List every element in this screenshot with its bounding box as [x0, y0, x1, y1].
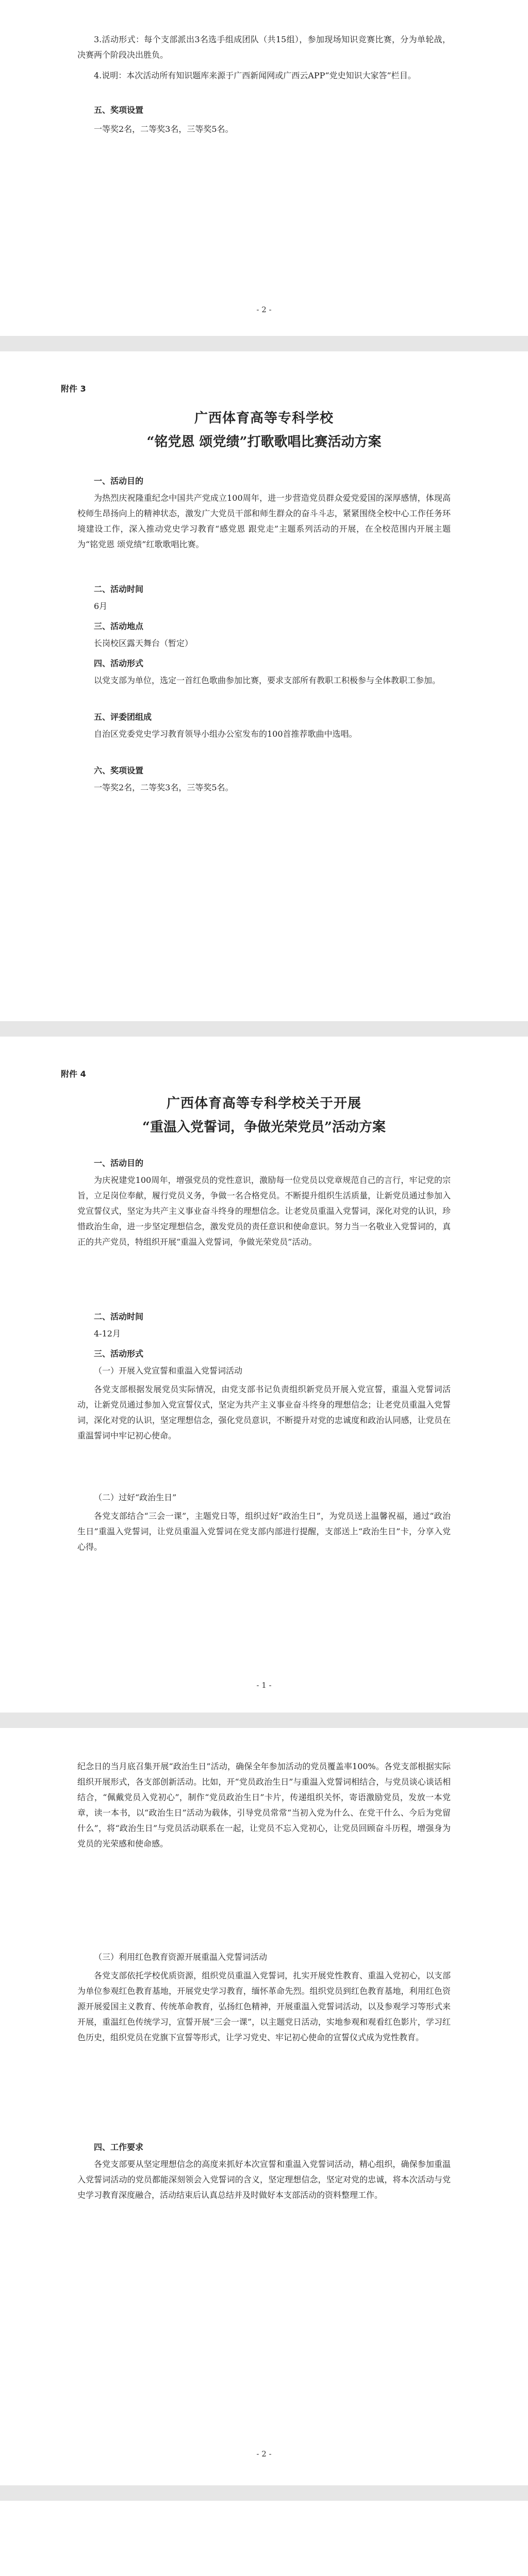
- document-subtitle: “重温入党誓词，争做光荣党员”活动方案: [142, 1120, 386, 1135]
- page-number: - 2 -: [256, 2449, 272, 2459]
- page-1: [0, 0, 528, 336]
- paragraph: 一等奖2名，二等奖3名，三等奖5名。: [94, 783, 234, 792]
- page-number: - 2 -: [256, 305, 272, 314]
- page-5: [0, 2501, 528, 2576]
- paragraph: 各党支部结合“三会一课”，主题党日等，组织过好“政治生日”，为党员送上温馨祝福，通过“政治生日”重温入党誓词，让党员重温入党誓词在党支部内部进行提醒，支部送上“政治生日”卡，分享入党心得。: [77, 1511, 451, 1552]
- annex-label: 附件 3: [61, 384, 86, 394]
- section-heading: 五、评委团组成: [94, 712, 152, 722]
- section-heading: 四、活动形式: [94, 658, 144, 668]
- section-heading: 三、活动地点: [94, 621, 144, 631]
- page-number: - 1 -: [256, 1681, 272, 1690]
- paragraph: 以党支部为单位，选定一首红色歌曲参加比赛，要求支部所有教职工积极参与全体教职工参加。: [94, 675, 441, 685]
- section-heading: 二、活动时间: [94, 1312, 144, 1321]
- paragraph: 各党支部根据发展党员实际情况，由党支部书记负责组织新党员开展入党宣誓，重温入党誓词活动，让新党员通过参加入党宣誓仪式，坚定为共产主义事业奋斗终身的理想信念；让老党员重温入党誓词，深化对党的认识，坚定理想信念，强化党员意识，不断提升对党的忠诚度和政治认同感，让党员在重温誓词中牢记初心使命。: [77, 1384, 451, 1440]
- paragraph: （二）过好“政治生日”: [94, 1493, 177, 1502]
- paragraph: 自治区党委党史学习教育领导小组办公室发布的100首推荐歌曲中选唱。: [94, 729, 357, 739]
- paragraph: 各党支部要从坚定理想信念的高度来抓好本次宣誓和重温入党誓词活动，精心组织，确保参加重温入党誓词活动的党员都能深刻领会入党誓词的含义，坚定理想信念，坚定对党的忠诚，将本次活动与党史学习教育深度融合，活动结束后认真总结并及时做好本支部活动的资料整理工作。: [77, 2159, 451, 2200]
- paragraph: 为热烈庆祝隆重纪念中国共产党成立100周年，进一步营造党员群众爱党爱国的深厚感情，体现高校师生昂扬向上的精神状态，激发广大党员干部和师生群众的奋斗斗志，紧紧围绕全校中心工作任务环境建设工作，深入推动党史学习教育“感党恩 跟党走”主题系列活动的开展，在全校范围内开展主题为“铭党恩 颂党绩”红歌歌唱比赛。: [77, 493, 451, 549]
- document-title: 广西体育高等专科学校关于开展: [166, 1096, 361, 1111]
- paragraph: 为庆祝建党100周年，增强党员的党性意识，激励每一位党员以党章规范自己的言行，牢记党的宗旨，立足岗位奉献，履行党员义务，争做一名合格党员。不断提升组织生活质量，让新党员通过参加入党宣誓仪式，坚定为共产主义事业奋斗终身的理想信念。让老党员重温入党誓词，深化对党的认识，珍惜政治生命，进一步坚定理想信念，激发党员的责任意识和使命意识。努力当一名敬业入党誓词的，真正的共产党员，特组织开展“重温入党誓词，争做光荣党员”活动。: [77, 1175, 451, 1247]
- section-heading: 一、活动目的: [94, 476, 144, 486]
- paragraph: 4.说明：本次活动所有知识题库来源于广西新闻网或广西云APP“党史知识大家答”栏目。: [94, 71, 416, 80]
- paragraph: 一等奖2名，二等奖3名，三等奖5名。: [94, 124, 234, 134]
- paragraph: 长岗校区露天舞台（暂定）: [94, 638, 193, 648]
- section-heading: 二、活动时间: [94, 584, 144, 594]
- paragraph: 3.活动形式：每个支部派出3名选手组成团队（共15组），参加现场知识竞赛比赛，分为单轮战，决赛两个阶段决出胜负。: [77, 35, 451, 60]
- paragraph: （三）利用红色教育资源开展重温入党誓词活动: [94, 1952, 268, 1962]
- paragraph: 6月: [94, 601, 108, 611]
- paragraph: 4-12月: [94, 1329, 121, 1338]
- section-heading: 三、活动形式: [94, 1349, 144, 1359]
- section-heading: 五、奖项设置: [94, 105, 144, 115]
- section-heading: 四、工作要求: [94, 2142, 144, 2152]
- document-title: 广西体育高等专科学校: [194, 411, 334, 426]
- page-2: [0, 351, 528, 1021]
- page-4: [0, 1728, 528, 2485]
- annex-label: 附件 4: [61, 1069, 86, 1079]
- page-3: [0, 1037, 528, 1713]
- section-heading: 一、活动目的: [94, 1158, 144, 1168]
- paragraph: （一）开展入党宣誓和重温入党誓词活动: [94, 1366, 243, 1376]
- document-subtitle: “铭党恩 颂党绩”打歌歌唱比赛活动方案: [146, 434, 382, 450]
- paragraph: 各党支部依托学校优质资源，组织党员重温入党誓词，扎实开展党性教育、重温入党初心，以支部为单位参观红色教育基地，开展党史学习教育，缅怀革命先烈。组织党员到红色教育基地，利用红色资源开展爱国主义教育、传统革命教育，弘扬红色精神，开展重温入党誓词活动，以及参观学习等形式来开展，重温红色传统学习，宣誓开展“三会一课”，以主题党日活动，实地参观和观看红色影片，学习红色历史，组织党员在党旗下宣誓等形式，让学习党史、牢记初心使命的宣誓仪式成为党性教育。: [77, 1971, 451, 2042]
- section-heading: 六、奖项设置: [94, 766, 144, 775]
- paragraph: 纪念日的当月底召集开展“政治生日”活动，确保全年参加活动的党员覆盖率100%。各党支部根据实际组织开展形式，各支部创新活动。比如，开“党员政治生日”与重温入党誓词相结合，与党员谈心谈话相结合，“佩戴党员入党初心”，制作“党员政治生日”卡片，传递组织关怀，寄语激励党员，发放一本党章，读一本书，以“政治生日”活动为载体，引导党员常常“当初入党为什么、在党干什么、今后为党留什么”，将“政治生日”与党员活动联系在一起，让党员不忘入党初心，让党员回顾奋斗历程，增强身为党员的光荣感和使命感。: [77, 1761, 451, 1849]
